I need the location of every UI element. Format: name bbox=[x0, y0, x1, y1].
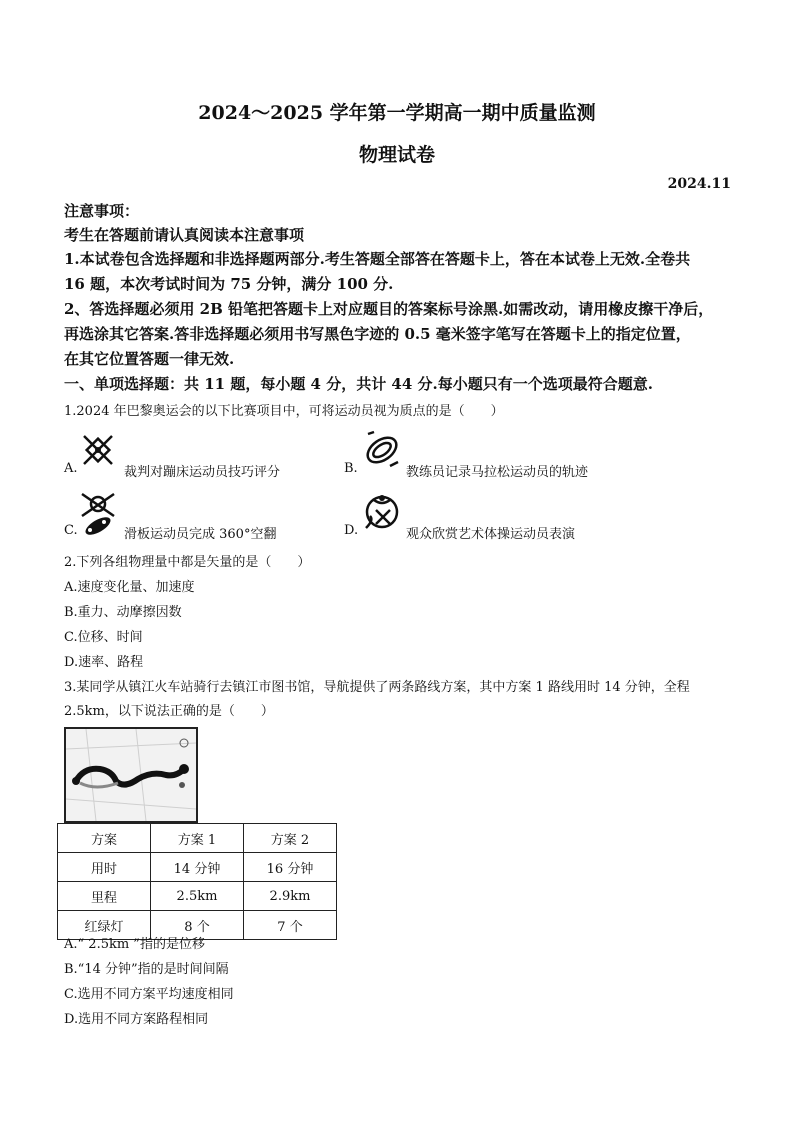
table-cell: 2.5km bbox=[151, 882, 244, 911]
q2-option-c[interactable]: C.位移、时间 bbox=[64, 630, 143, 645]
trampoline-icon bbox=[78, 432, 118, 472]
notice-item2-a: 2、答选择题必须用 2B 铅笔把答题卡上对应题目的答案标号涂黑.如需改动，请用橡皮擦干净后， bbox=[64, 300, 714, 318]
table-cell: 7 个 bbox=[244, 911, 337, 940]
notice-line0: 考生在答题前请认真阅读本注意事项 bbox=[64, 226, 305, 244]
notice-item1-b: 16 题，本次考试时间为 75 分钟，满分 100 分. bbox=[64, 275, 394, 293]
table-cell: 红绿灯 bbox=[58, 911, 151, 940]
gymnastics-icon bbox=[360, 490, 404, 536]
q3-option-b[interactable]: B.“14 分钟”指的是时间间隔 bbox=[64, 962, 229, 977]
table-header-row bbox=[58, 824, 337, 853]
table-row bbox=[58, 853, 337, 882]
exam-subtitle: 物理试卷 bbox=[358, 144, 435, 166]
q1-option-b-letter[interactable]: B. bbox=[344, 461, 358, 476]
q1-option-c-letter[interactable]: C. bbox=[64, 523, 78, 538]
table-cell: 用时 bbox=[58, 853, 151, 882]
notice-item2-c: 在其它位置答题一律无效. bbox=[64, 350, 235, 368]
notice-item2-b: 再选涂其它答案.答非选择题必须用书写黑色字迹的 0.5 毫米签字笔写在答题卡上的指定位置， bbox=[64, 325, 691, 343]
table-header-cell: 方案 1 bbox=[151, 824, 244, 853]
table-cell: 里程 bbox=[58, 882, 151, 911]
exam-title: 2024～2025 学年第一学期高一期中质量监测 bbox=[198, 102, 596, 124]
q3-option-d[interactable]: D.选用不同方案路程相同 bbox=[64, 1012, 209, 1027]
table-row bbox=[58, 882, 337, 911]
q1-option-d-letter[interactable]: D. bbox=[344, 523, 359, 538]
q2-option-b[interactable]: B.重力、动摩擦因数 bbox=[64, 605, 182, 620]
notice-item1-a: 1.本试卷包含选择题和非选择题两部分.考生答题全部答在答题卡上，答在本试卷上无效.全卷共 bbox=[64, 250, 691, 268]
q1-option-d-text[interactable]: 观众欣赏艺术体操运动员表演 bbox=[406, 527, 576, 542]
notice-heading: 注意事项： bbox=[64, 202, 140, 220]
q3-stem-line1: 3.某同学从镇江火车站骑行去镇江市图书馆，导航提供了两条路线方案，其中方案 1 路线用时 14 分钟，全程 bbox=[64, 680, 690, 695]
q1-option-a-letter[interactable]: A. bbox=[64, 461, 78, 476]
route-map-drawing bbox=[66, 729, 196, 821]
q1-option-b-text[interactable]: 教练员记录马拉松运动员的轨迹 bbox=[406, 465, 589, 480]
table-header-cell: 方案 2 bbox=[244, 824, 337, 853]
q2-option-a[interactable]: A.速度变化量、加速度 bbox=[64, 580, 195, 595]
q1-stem: 1.2024 年巴黎奥运会的以下比赛项目中，可将运动员视为质点的是（ ） bbox=[64, 404, 504, 419]
q3-option-a[interactable]: A.“ 2.5km ”指的是位移 bbox=[64, 937, 205, 952]
section-heading: 一、单项选择题：共 11 题，每小题 4 分，共计 44 分.每小题只有一个选项最符合题意. bbox=[64, 375, 653, 393]
table-cell: 8 个 bbox=[151, 911, 244, 940]
route-table bbox=[57, 823, 337, 940]
skateboard-icon bbox=[78, 490, 118, 536]
table-cell: 16 分钟 bbox=[244, 853, 337, 882]
route-map bbox=[64, 727, 198, 823]
q2-stem: 2.下列各组物理量中都是矢量的是（ ） bbox=[64, 555, 311, 570]
marathon-track-icon bbox=[360, 428, 404, 472]
table-cell: 2.9km bbox=[244, 882, 337, 911]
q2-option-d[interactable]: D.速率、路程 bbox=[64, 655, 144, 670]
q3-option-c[interactable]: C.选用不同方案平均速度相同 bbox=[64, 987, 234, 1002]
exam-date: 2024.11 bbox=[667, 176, 731, 192]
q1-option-a-text[interactable]: 裁判对蹦床运动员技巧评分 bbox=[124, 465, 281, 480]
q3-stem-line2: 2.5km，以下说法正确的是（ ） bbox=[64, 704, 274, 719]
q1-option-c-text[interactable]: 滑板运动员完成 360°空翻 bbox=[124, 527, 277, 542]
table-header-cell: 方案 bbox=[58, 824, 151, 853]
table-cell: 14 分钟 bbox=[151, 853, 244, 882]
